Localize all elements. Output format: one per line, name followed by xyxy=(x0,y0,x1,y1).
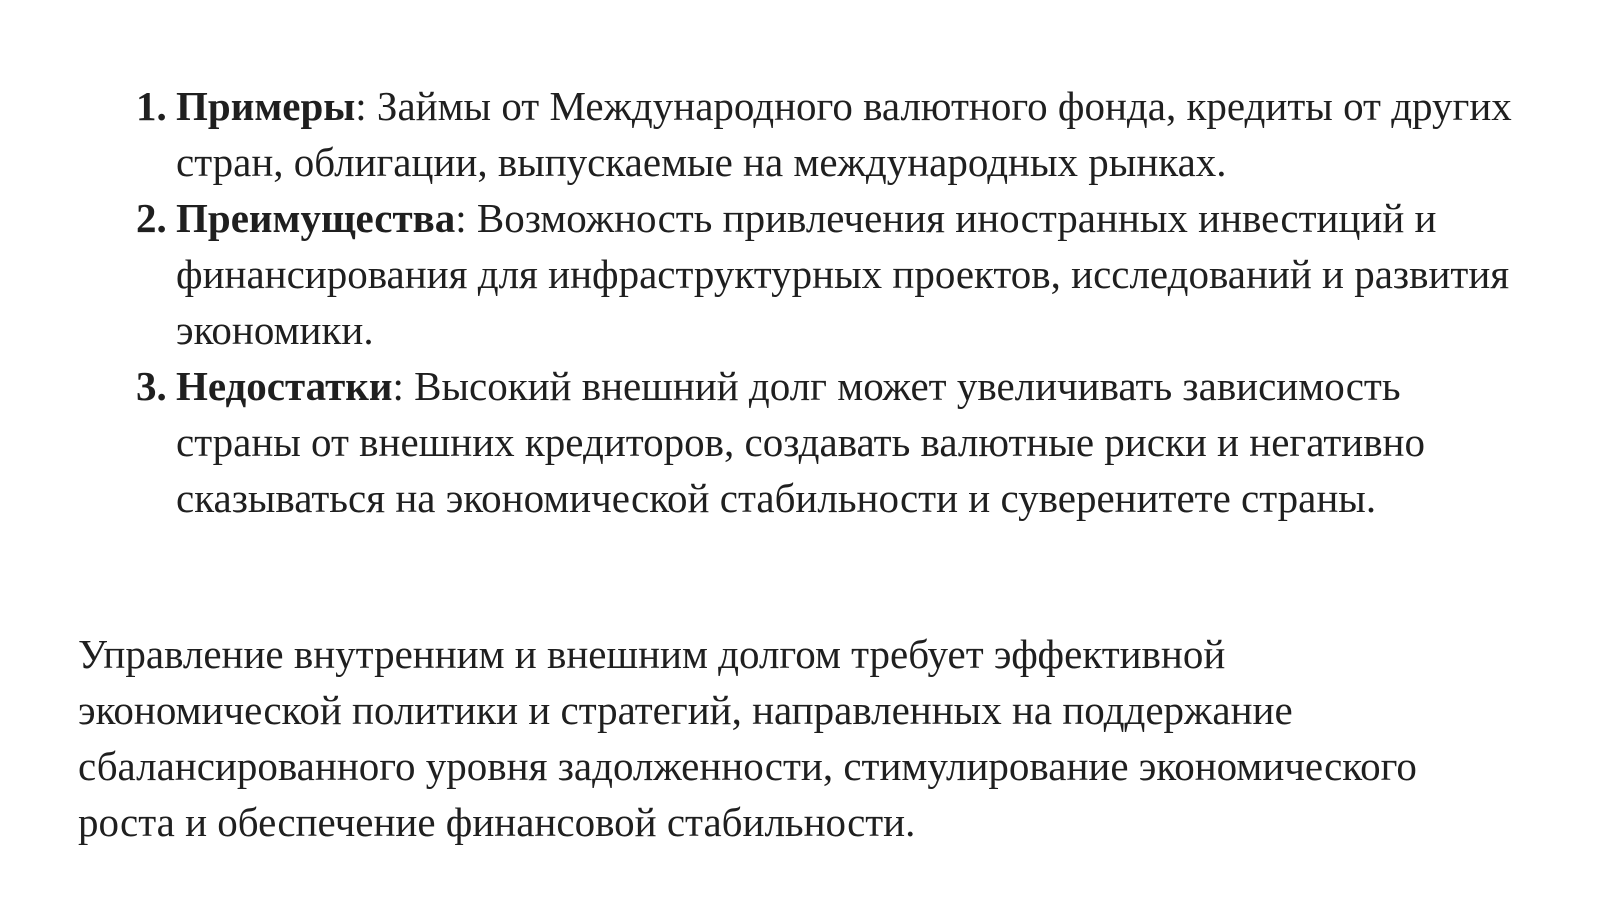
list-number: 1. xyxy=(136,83,167,129)
list-term: Примеры xyxy=(176,83,356,129)
list-number: 2. xyxy=(136,195,167,241)
list-text: Высокий внешний долг может увеличивать зависимость страны от внешних кредиторов, создавать валютные риски и негативно сказываться на экономической стабильности и суверенитете страны. xyxy=(176,363,1425,521)
list-item-examples xyxy=(136,78,1516,190)
list-number: 3. xyxy=(136,363,167,409)
list-separator: : xyxy=(455,195,467,241)
list-text: Возможность привлечения иностранных инвестиций и финансирования для инфраструктурных проектов, исследований и развития экономики. xyxy=(176,195,1510,353)
list-item-disadvantages xyxy=(136,358,1516,526)
list-item-advantages xyxy=(136,190,1516,358)
list-text: Займы от Международного валютного фонда, кредиты от других стран, облигации, выпускаемые на международных рынках. xyxy=(176,83,1512,185)
numbered-list xyxy=(136,78,1516,526)
list-term: Преимущества xyxy=(176,195,456,241)
list-separator: : xyxy=(355,83,367,129)
summary-paragraph: Управление внутренним и внешним долгом требует эффективной экономической политики и стратегий, направленных на поддержание сбалансированного уровня задолженности, стимулирование экономического роста и обеспечение финансовой стабильности. xyxy=(78,631,1417,845)
list-term: Недостатки xyxy=(176,363,393,409)
list-separator: : xyxy=(392,363,404,409)
